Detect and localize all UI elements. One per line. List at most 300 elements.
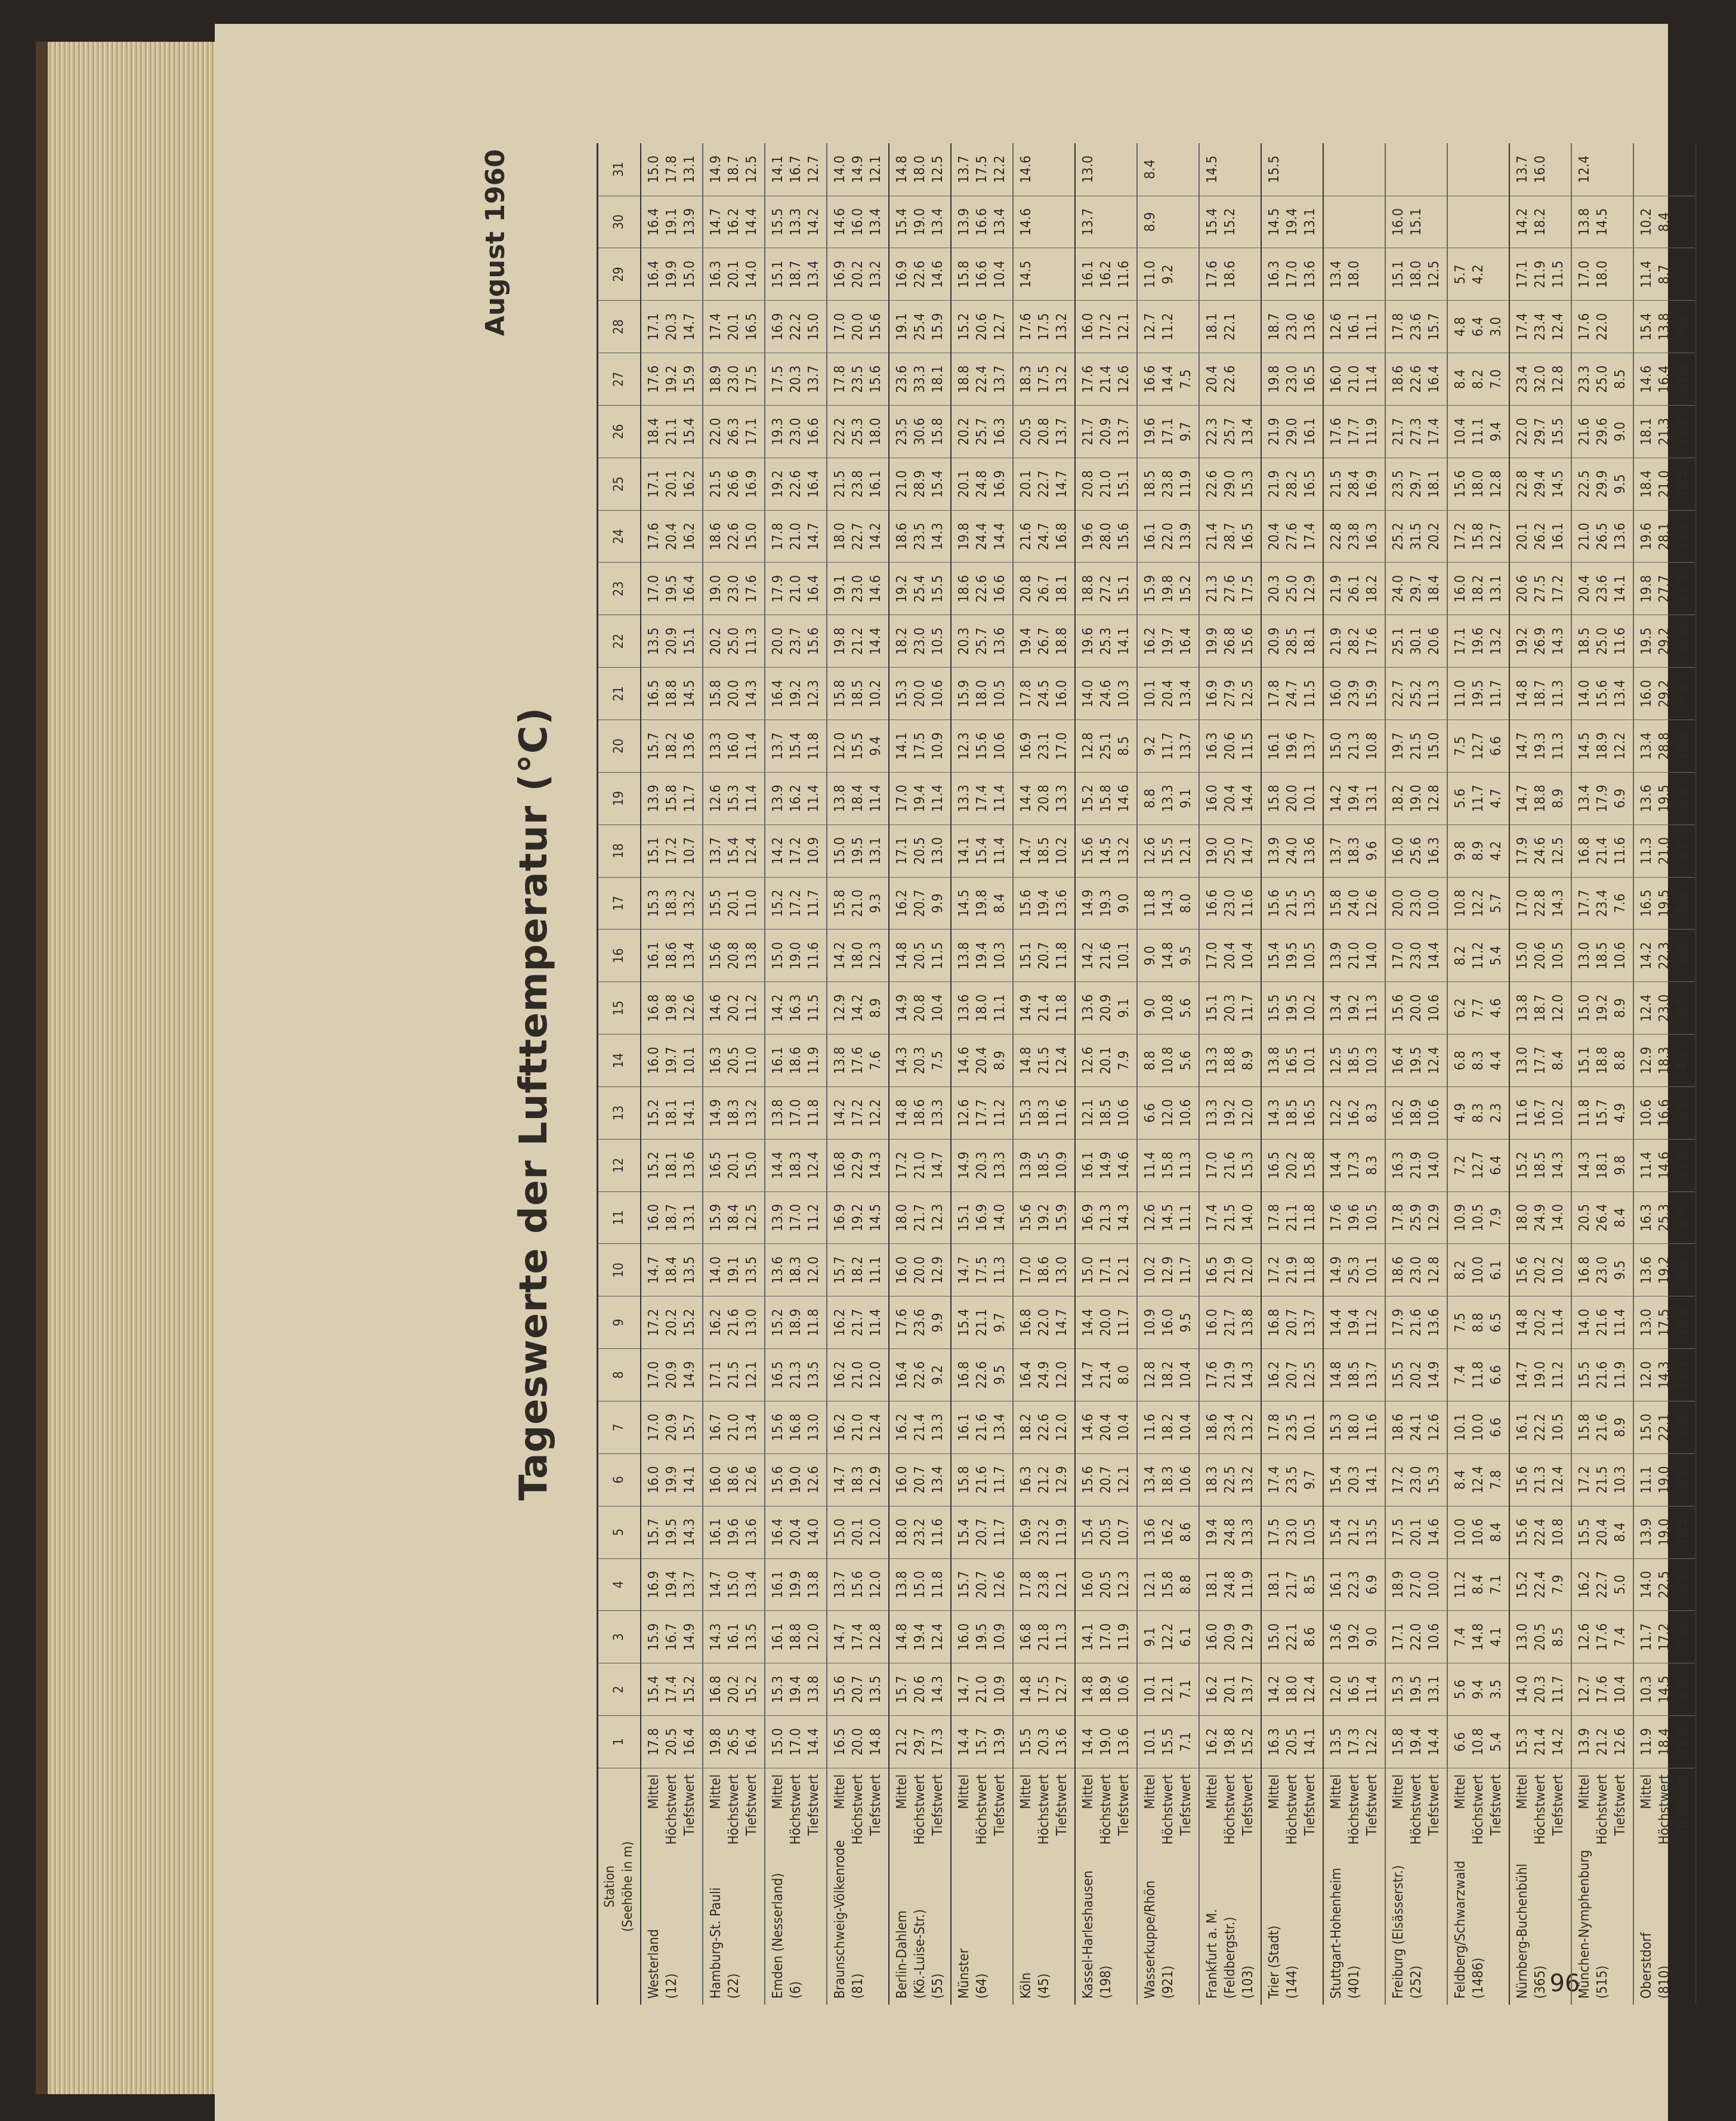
temperature-value: 20.1 <box>726 313 742 341</box>
temperature-value: 17.0 <box>832 313 848 341</box>
day-value-cell <box>1633 458 1696 510</box>
temperature-value: 15.0 <box>832 837 848 865</box>
day-value-cell <box>765 982 827 1035</box>
temperature-value: 23.8 <box>850 470 866 498</box>
temperature-value: 30.1 <box>1408 627 1424 655</box>
day-value-cell <box>1447 301 1509 353</box>
temperature-value: 22.3 <box>1346 1570 1362 1598</box>
temperature-value: 12.2 <box>1613 732 1628 760</box>
temperature-value: 16.2 <box>788 785 804 813</box>
temperature-value: 22.6 <box>974 575 990 603</box>
temperature-value: 13.9 <box>646 785 662 813</box>
temperature-value: 20.0 <box>770 627 786 655</box>
temperature-value: 16.3 <box>1391 1151 1406 1180</box>
temperature-value: 21.0 <box>912 1151 928 1180</box>
day-value-cell <box>1013 510 1075 563</box>
temperature-value: 20.8 <box>726 941 742 970</box>
temperature-value: 15.7 <box>832 1256 848 1284</box>
temperature-value: 17.8 <box>646 1728 662 1756</box>
temperature-value: 15.6 <box>770 1466 786 1494</box>
temperature-value: 14.7 <box>1054 470 1070 498</box>
temperature-value: 21.2 <box>1346 1518 1362 1546</box>
temperature-value: 21.2 <box>1036 1466 1052 1494</box>
day-value-cell <box>1013 1139 1075 1191</box>
temperature-value: 10.5 <box>992 680 1008 708</box>
temperature-value: 5.7 <box>1453 264 1468 285</box>
temperature-value: 16.8 <box>788 1413 804 1441</box>
temperature-value: 16.4 <box>1178 627 1194 655</box>
temperature-value: 31.5 <box>1408 523 1424 551</box>
temperature-value: 21.4 <box>1098 1361 1114 1389</box>
temperature-value: 26.3 <box>726 418 742 446</box>
day-value-cell <box>1323 248 1385 301</box>
temperature-value: 13.8 <box>1240 1308 1256 1336</box>
day-value-cell <box>827 1349 889 1401</box>
temperature-value: 13.3 <box>708 732 724 760</box>
temperature-value: 29.0 <box>1284 418 1300 446</box>
day-value-cell <box>1323 143 1385 196</box>
day-value-cell <box>827 563 889 615</box>
day-value-cell <box>1199 1611 1261 1663</box>
day-value-cell <box>1075 1453 1137 1506</box>
temperature-value: 18.2 <box>664 732 679 760</box>
temperature-value: 13.0 <box>1515 1046 1530 1075</box>
day-value-cell <box>1509 1296 1571 1349</box>
temperature-value: 11.5 <box>1550 260 1566 288</box>
temperature-value: 18.8 <box>1595 1046 1610 1075</box>
temperature-value: 13.2 <box>1240 1413 1256 1441</box>
station-cell <box>1385 1867 1447 2005</box>
day-value-cell <box>1633 930 1696 982</box>
day-value-cell <box>703 1139 765 1191</box>
temperature-value: 14.4 <box>806 1728 821 1756</box>
day-value-cell <box>1261 510 1323 563</box>
temperature-value: 19.5 <box>1471 680 1486 708</box>
temperature-value: 15.8 <box>956 260 972 288</box>
temperature-value: 13.7 <box>1178 732 1194 760</box>
day-value-cell <box>827 1611 889 1663</box>
temperature-value: 12.9 <box>1302 575 1318 603</box>
temperature-value: 15.0 <box>1426 732 1442 760</box>
day-value-cell <box>703 405 765 458</box>
temperature-value: 12.7 <box>1577 1675 1592 1703</box>
day-value-cell <box>703 1663 765 1716</box>
temperature-value: 8.4 <box>1657 212 1672 232</box>
temperature-value: 19.6 <box>1080 523 1096 551</box>
temperature-value: 19.3 <box>770 418 786 446</box>
temperature-value: 15.5 <box>708 889 724 918</box>
temperature-value: 21.0 <box>1657 837 1672 865</box>
day-value-cell <box>1633 1506 1696 1558</box>
temperature-value: 16.2 <box>1267 1361 1282 1389</box>
temperature-value: 21.0 <box>850 1413 866 1441</box>
temperature-value: 18.5 <box>1595 941 1610 970</box>
temperature-value: 14.1 <box>956 837 972 865</box>
temperature-value: 10.6 <box>1613 941 1628 970</box>
station-elevation: (515) <box>1595 1965 1610 1999</box>
temperature-value: 20.3 <box>1267 575 1282 603</box>
temperature-value: 24.0 <box>1391 575 1406 603</box>
temperature-value: 11.5 <box>930 941 946 970</box>
temperature-value: 16.4 <box>1657 365 1672 393</box>
temperature-value: 8.8 <box>1471 1313 1486 1333</box>
day-value-cell <box>827 301 889 353</box>
day-value-cell <box>889 196 951 248</box>
day-value-cell <box>1509 458 1571 510</box>
day-value-cell <box>827 1558 889 1611</box>
day-value-cell <box>1323 458 1385 510</box>
measure-label: Tiefstwert <box>992 1774 1008 1836</box>
temperature-value: 8.2 <box>1471 369 1486 389</box>
temperature-value: 23.1 <box>1036 732 1052 760</box>
temperature-value: 17.0 <box>1284 260 1300 288</box>
temperature-value: 21.5 <box>1222 1204 1238 1232</box>
temperature-value: 21.2 <box>850 627 866 655</box>
day-value-cell <box>1075 196 1137 248</box>
temperature-value: 25.3 <box>850 418 866 446</box>
temperature-value: 10.1 <box>682 1046 697 1075</box>
temperature-value: 12.0 <box>806 1623 821 1651</box>
measure-label: Tiefstwert <box>806 1774 821 1836</box>
temperature-value: 14.2 <box>868 523 884 551</box>
temperature-value: 15.6 <box>974 732 990 760</box>
day-value-cell <box>1261 248 1323 301</box>
day-value-cell <box>827 353 889 406</box>
temperature-value: 13.7 <box>992 365 1008 393</box>
temperature-value: 15.5 <box>1577 1361 1592 1389</box>
temperature-value: 15.0 <box>1080 1256 1096 1284</box>
day-value-cell <box>1075 1611 1137 1663</box>
day-value-cell <box>765 1401 827 1454</box>
temperature-value: 29.7 <box>1408 470 1424 498</box>
temperature-value: 14.6 <box>868 575 884 603</box>
temperature-value: 19.8 <box>1639 575 1654 603</box>
temperature-value: 15.4 <box>1329 1466 1344 1494</box>
temperature-value: 27.6 <box>1284 523 1300 551</box>
temperature-value: 13.1 <box>868 837 884 865</box>
temperature-value: 14.6 <box>1018 155 1034 183</box>
temperature-value: 14.6 <box>930 260 946 288</box>
temperature-value: 18.0 <box>894 1204 910 1232</box>
temperature-value: 14.8 <box>1080 1675 1096 1703</box>
day-value-cell <box>827 982 889 1035</box>
temperature-value: 18.0 <box>912 155 928 183</box>
temperature-value: 33.3 <box>912 365 928 393</box>
day-value-cell <box>1137 825 1199 877</box>
temperature-value: 16.3 <box>1639 1204 1654 1232</box>
temperature-value: 14.9 <box>850 155 866 183</box>
temperature-value: 15.8 <box>708 680 724 708</box>
temperature-value: 13.4 <box>1240 418 1256 446</box>
temperature-value: 12.7 <box>1142 313 1158 341</box>
temperature-value: 14.6 <box>832 208 848 236</box>
measure-label: Tiefstwert <box>1550 1774 1566 1836</box>
station-name: Kassel-Harleshausen <box>1080 1870 1096 1999</box>
temperature-value: 14.3 <box>1657 1361 1672 1389</box>
temperature-value: 24.8 <box>1222 1570 1238 1598</box>
temperature-value: 10.4 <box>1178 1361 1194 1389</box>
temperature-value: 16.5 <box>1302 365 1318 393</box>
temperature-value: 9.5 <box>1675 1103 1690 1123</box>
day-value-cell <box>951 877 1013 930</box>
day-value-cell <box>1571 510 1633 563</box>
temperature-value: 17.0 <box>1577 260 1592 288</box>
temperature-value: 13.5 <box>744 1623 759 1651</box>
day-value-cell <box>1571 1663 1633 1716</box>
temperature-value: 11.4 <box>1613 1308 1628 1336</box>
temperature-value: 13.7 <box>1329 837 1344 865</box>
day-value-cell <box>1509 1453 1571 1506</box>
temperature-value: 12.0 <box>806 1256 821 1284</box>
temperature-value: 18.8 <box>1054 627 1070 655</box>
measure-label: Tiefstwert <box>1302 1774 1318 1836</box>
temperature-value: 27.6 <box>1222 575 1238 603</box>
temperature-value: 14.1 <box>1116 627 1132 655</box>
temperature-value: 18.2 <box>894 627 910 655</box>
station-name: Freiburg (Elsässerstr.) <box>1391 1865 1406 1999</box>
temperature-value: 14.8 <box>1018 1046 1034 1075</box>
temperature-value: 12.8 <box>1142 1361 1158 1389</box>
temperature-value: 20.4 <box>1577 575 1592 603</box>
temperature-value: 25.3 <box>1346 1256 1362 1284</box>
day-value-cell <box>1385 1506 1447 1558</box>
temperature-value: 19.0 <box>1408 785 1424 813</box>
temperature-value: 16.5 <box>1204 1256 1220 1284</box>
temperature-value: 21.0 <box>788 523 804 551</box>
temperature-value: 14.8 <box>1515 1308 1530 1336</box>
temperature-value: 12.9 <box>1240 1623 1256 1651</box>
temperature-value: 10.7 <box>682 837 697 865</box>
temperature-value: 15.8 <box>1302 1151 1318 1180</box>
temperature-value: 14.0 <box>1080 680 1096 708</box>
temperature-value: 22.0 <box>1515 418 1530 446</box>
temperature-value: 16.1 <box>770 1570 786 1598</box>
temperature-value: 9.9 <box>930 893 946 913</box>
day-value-cell <box>1075 1716 1137 1768</box>
station-row <box>1385 143 1447 2005</box>
station-elevation: (252) <box>1408 1965 1424 1999</box>
temperature-value: 10.1 <box>1142 1728 1158 1756</box>
temperature-value: 18.1 <box>664 1151 679 1180</box>
day-value-cell <box>1199 1349 1261 1401</box>
temperature-value: 13.6 <box>682 1151 697 1180</box>
temperature-value: 21.9 <box>1222 1361 1238 1389</box>
day-value-cell <box>1013 1035 1075 1087</box>
temperature-value: 18.4 <box>664 1256 679 1284</box>
temperature-value: 15.9 <box>646 1623 662 1651</box>
temperature-value: 17.5 <box>1036 313 1052 341</box>
temperature-value: 20.9 <box>1098 994 1114 1022</box>
temperature-value: 13.0 <box>1577 941 1592 970</box>
temperature-value: 14.5 <box>1018 260 1034 288</box>
temperature-value: 19.3 <box>1098 889 1114 918</box>
temperature-value: 8.4 <box>1471 1574 1486 1595</box>
temperature-value: 13.5 <box>806 1361 821 1389</box>
temperature-value: 16.2 <box>708 1308 724 1336</box>
station-elevation: (921) <box>1160 1965 1176 1999</box>
temperature-value: 17.4 <box>1204 1204 1220 1232</box>
temperature-value: 6.6 <box>1488 1417 1504 1437</box>
temperature-value: 13.5 <box>1364 1518 1380 1546</box>
temperature-value: 24.9 <box>1036 1361 1052 1389</box>
temperature-value: 20.6 <box>1515 575 1530 603</box>
temperature-value: 21.6 <box>1595 1308 1610 1336</box>
temperature-value: 12.1 <box>1116 313 1132 341</box>
temperature-value: 24.0 <box>1284 837 1300 865</box>
day-value-cell <box>1323 510 1385 563</box>
temperature-value: 8.4 <box>1550 1051 1566 1070</box>
temperature-value: 13.6 <box>1054 1728 1070 1756</box>
temperature-value: 19.4 <box>1018 627 1034 655</box>
temperature-value: 14.2 <box>1639 941 1654 970</box>
temperature-value: 18.0 <box>894 1518 910 1546</box>
measure-label: Höchstwert <box>1036 1774 1052 1845</box>
temperature-value: 14.0 <box>708 1256 724 1284</box>
temperature-value: 3.0 <box>1488 317 1504 337</box>
temperature-value: 9.7 <box>1675 998 1690 1018</box>
day-value-cell <box>1633 720 1696 773</box>
day-value-cell <box>1075 1296 1137 1349</box>
day-header: 31 <box>598 143 641 196</box>
measure-label: Höchstwert <box>726 1774 742 1845</box>
temperature-value: 16.6 <box>974 208 990 236</box>
day-value-cell <box>1323 1663 1385 1716</box>
temperature-value: 11.1 <box>992 994 1008 1022</box>
day-value-cell <box>703 615 765 668</box>
temperature-value: 19.5 <box>1657 889 1672 918</box>
day-value-cell <box>703 1716 765 1768</box>
temperature-value: 23.5 <box>1391 470 1406 498</box>
temperature-value: 16.3 <box>1204 732 1220 760</box>
temperature-value: 23.0 <box>1408 941 1424 970</box>
day-value-cell <box>1385 668 1447 720</box>
temperature-value: 28.7 <box>1222 523 1238 551</box>
day-value-cell <box>889 353 951 406</box>
measure-label: Höchstwert <box>1098 1774 1114 1845</box>
temperature-value: 16.0 <box>1160 1308 1176 1336</box>
temperature-value: 20.0 <box>912 680 928 708</box>
day-value-cell <box>951 615 1013 668</box>
temperature-value: 11.4 <box>992 837 1008 865</box>
temperature-value: 15.8 <box>956 1466 972 1494</box>
temperature-value: 15.0 <box>806 313 821 341</box>
station-row <box>641 143 703 2005</box>
day-value-cell <box>765 143 827 196</box>
temperature-value: 15.9 <box>1054 1204 1070 1232</box>
day-value-cell <box>1571 143 1633 196</box>
temperature-value: 13.0 <box>1639 1308 1654 1336</box>
temperature-value: 23.3 <box>1577 365 1592 393</box>
day-value-cell <box>889 1296 951 1349</box>
day-value-cell <box>765 1139 827 1191</box>
day-value-cell <box>889 563 951 615</box>
temperature-value: 11.6 <box>1675 365 1690 393</box>
day-value-cell <box>1571 353 1633 406</box>
temperature-value: 20.8 <box>1018 575 1034 603</box>
temperature-value: 16.1 <box>1346 313 1362 341</box>
temperature-value: 14.4 <box>770 1151 786 1180</box>
temperature-value: 17.5 <box>770 365 786 393</box>
temperature-value: 13.6 <box>1142 1518 1158 1546</box>
temperature-value: 15.7 <box>646 1518 662 1546</box>
measure-label: Tiefstwert <box>1613 1774 1628 1836</box>
day-header: 22 <box>598 615 641 668</box>
temperature-value: 12.3 <box>868 941 884 970</box>
temperature-value: 14.3 <box>894 1046 910 1075</box>
day-value-cell <box>1323 301 1385 353</box>
day-value-cell <box>765 615 827 668</box>
temperature-value: 14.5 <box>956 889 972 918</box>
temperature-value: 6.6 <box>1453 1732 1468 1752</box>
day-value-cell <box>951 1663 1013 1716</box>
day-header: 28 <box>598 301 641 353</box>
temperature-value: 20.1 <box>1222 1675 1238 1703</box>
temperature-value: 14.7 <box>646 1256 662 1284</box>
day-value-cell <box>1323 1453 1385 1506</box>
temperature-value: 15.2 <box>956 313 972 341</box>
day-value-cell <box>765 930 827 982</box>
temperature-value: 22.8 <box>1515 470 1530 498</box>
temperature-value: 11.8 <box>930 1570 946 1598</box>
day-value-cell <box>1261 1349 1323 1401</box>
day-value-cell <box>1137 1453 1199 1506</box>
day-value-cell <box>1323 1401 1385 1454</box>
temperature-value: 15.7 <box>894 1675 910 1703</box>
day-value-cell <box>1571 1086 1633 1139</box>
temperature-value: 17.2 <box>1453 523 1468 551</box>
day-header: 10 <box>598 1244 641 1296</box>
temperature-value: 17.2 <box>1098 313 1114 341</box>
month-label: August 1960 <box>480 149 511 336</box>
day-value-cell <box>889 405 951 458</box>
temperature-value: 12.0 <box>868 1518 884 1546</box>
temperature-value: 19.8 <box>664 994 679 1022</box>
day-value-cell <box>1323 1244 1385 1296</box>
temperature-value: 15.9 <box>682 365 697 393</box>
temperature-value: 17.1 <box>894 837 910 865</box>
day-value-cell <box>641 563 703 615</box>
temperature-value: 3.5 <box>1488 1679 1504 1700</box>
measure-label: Höchstwert <box>1533 1774 1548 1845</box>
temperature-value: 16.7 <box>788 155 804 183</box>
day-value-cell <box>951 248 1013 301</box>
temperature-value: 9.8 <box>1675 1469 1690 1490</box>
temperature-value: 14.5 <box>682 680 697 708</box>
day-value-cell <box>1261 615 1323 668</box>
page-number: 96 <box>1549 1969 1580 1997</box>
temperature-value: 17.2 <box>1577 1466 1592 1494</box>
temperature-value: 16.8 <box>1054 523 1070 551</box>
temperature-value: 28.0 <box>1098 523 1114 551</box>
temperature-value: 9.7 <box>1302 1469 1318 1490</box>
temperature-value: 10.6 <box>1116 1675 1132 1703</box>
station-cell <box>1571 1850 1633 2005</box>
day-value-cell <box>1013 982 1075 1035</box>
temperature-value: 16.8 <box>1018 1623 1034 1651</box>
temperature-value: 18.6 <box>1391 1256 1406 1284</box>
temperature-value: 15.2 <box>1240 1728 1256 1756</box>
temperature-value: 13.5 <box>744 1256 759 1284</box>
station-elevation: (103) <box>1240 1965 1256 1999</box>
station-cell <box>1075 1867 1137 2005</box>
temperature-value: 13.3 <box>1204 1099 1220 1127</box>
temperature-value: 15.4 <box>956 1308 972 1336</box>
temperature-value: 9.8 <box>1613 1155 1628 1175</box>
day-value-cell <box>1013 301 1075 353</box>
day-value-cell <box>827 248 889 301</box>
temperature-value: 11.4 <box>744 785 759 813</box>
temperature-value: 19.4 <box>912 785 928 813</box>
